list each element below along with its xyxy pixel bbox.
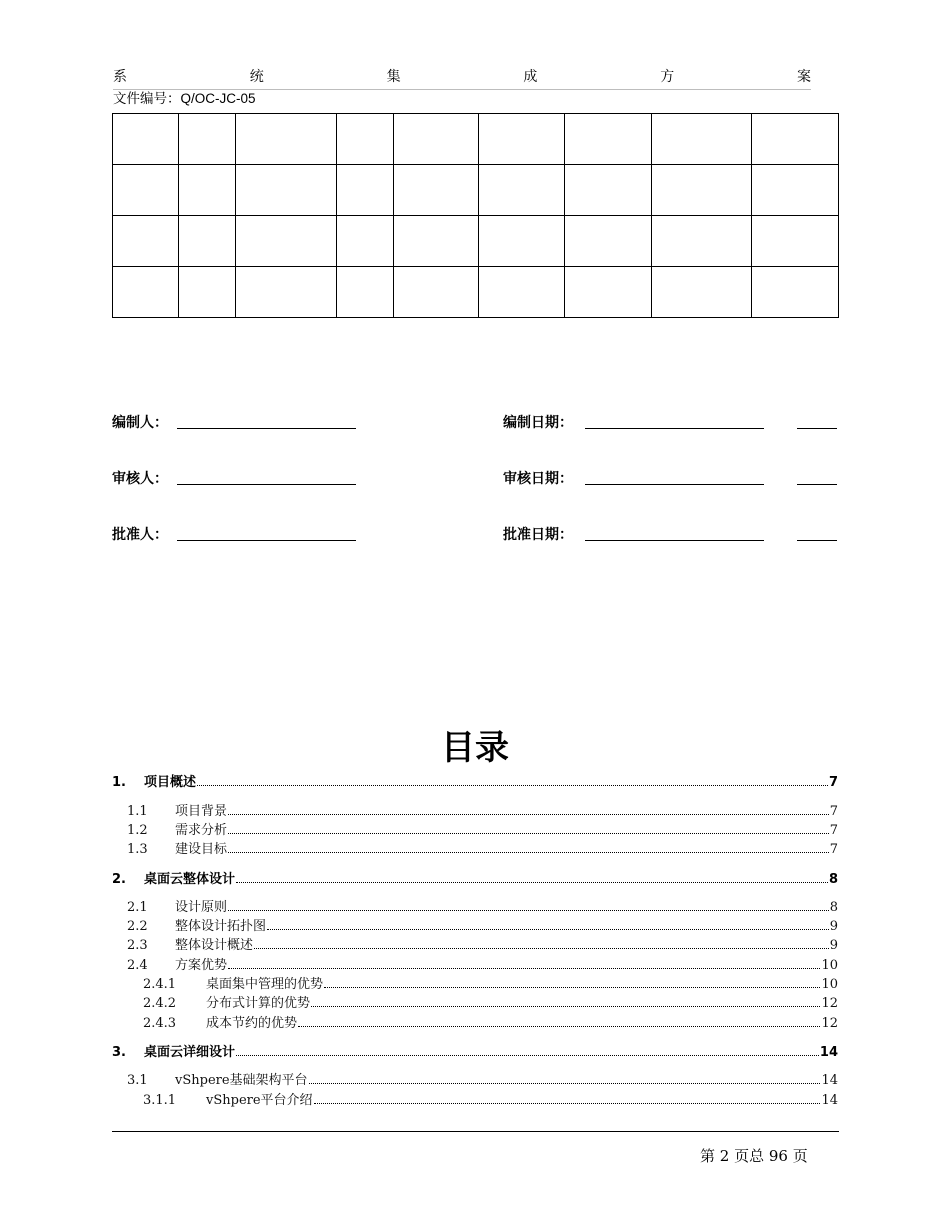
table-cell [393,216,479,267]
toc-entry-number: 1. [112,775,126,790]
table-row [113,267,839,318]
reviewed-date-label: 审核日期： [503,471,573,487]
toc-entry-number: 2.3 [127,938,148,953]
table-cell [113,165,179,216]
toc-entry-number: 3. [112,1045,126,1060]
toc-entry[interactable] [112,1042,838,1060]
toc-entry-text: 桌面云整体设计 [144,872,236,887]
table-cell [178,216,235,267]
toc-entry-number: 2. [112,872,126,887]
table-cell [235,165,336,216]
toc-entry-page: 7 [828,775,838,790]
toc-entry-text: 设计原则 [175,900,228,915]
table-cell [479,165,565,216]
approved-date-field[interactable] [585,524,764,544]
table-row [113,114,839,165]
approved-date-extra-line [797,524,837,544]
toc-entry-page: 7 [829,823,838,838]
toc-entry-page: 14 [821,1073,838,1088]
table-cell [336,114,393,165]
toc-entry-text: 分布式计算的优势 [206,996,311,1011]
revision-table [112,113,839,318]
toc-entry-page: 8 [828,872,838,887]
table-cell [652,267,752,318]
approved-by-field[interactable] [177,524,356,544]
table-cell [652,114,752,165]
table-cell [393,165,479,216]
toc-entry[interactable] [127,1070,838,1088]
toc-entry-number: 3.1.1 [143,1093,177,1108]
toc-entry-page: 10 [821,958,838,973]
table-cell [565,165,652,216]
reviewed-date-field[interactable] [585,468,764,488]
header-title-char: 方 [660,69,675,85]
toc-leader-dots [236,882,828,883]
toc-entry-number: 1.2 [127,823,148,838]
doc-number-label: 文件编号： [113,91,181,107]
toc-leader-dots [298,1026,820,1027]
toc-entry-text: vShpere基础架构平台 [175,1073,308,1088]
toc-entry-text: vShpere平台介绍 [206,1093,313,1108]
toc-entry[interactable] [143,1090,838,1108]
doc-number-value: Q/OC-JC-05 [180,91,256,106]
toc-entry[interactable] [143,993,838,1011]
table-cell [178,267,235,318]
toc-leader-dots [311,1006,820,1007]
toc-leader-dots [228,910,829,911]
table-cell [178,165,235,216]
toc-entry-text: 方案优势 [175,958,228,973]
toc-entry-text: 整体设计概述 [175,938,254,953]
toc-entry[interactable] [127,897,838,915]
table-cell [479,114,565,165]
toc-entry-page: 8 [829,900,838,915]
toc-leader-dots [228,814,829,815]
toc-leader-dots [314,1103,821,1104]
toc-entry-text: 项目背景 [175,804,228,819]
table-cell [479,267,565,318]
table-cell [752,114,839,165]
toc-entry[interactable] [127,935,838,953]
table-cell [336,216,393,267]
table-row [113,216,839,267]
table-cell [235,267,336,318]
toc-entry[interactable] [127,839,838,857]
toc-leader-dots [309,1083,821,1084]
page-number: 第 2 页总 96 页 [700,1147,808,1165]
prepared-by-field[interactable] [177,412,356,432]
table-cell [336,165,393,216]
toc-entry-page: 7 [829,842,838,857]
table-cell [113,267,179,318]
toc-entry-number: 1.3 [127,842,148,857]
table-cell [565,216,652,267]
toc-entry-page: 7 [829,804,838,819]
header-title-char: 系 [113,69,127,85]
table-cell [565,267,652,318]
header-title-char: 案 [796,69,811,85]
table-cell [178,114,235,165]
toc-entry-number: 1.1 [127,804,148,819]
toc-entry[interactable] [143,974,838,992]
table-cell [235,216,336,267]
toc-leader-dots [228,852,829,853]
toc-entry-page: 9 [829,938,838,953]
table-cell [752,267,839,318]
toc-entry-text: 整体设计拓扑图 [175,919,267,934]
table-cell [565,114,652,165]
header-title-char: 成 [523,69,538,85]
footer-rule [112,1131,839,1132]
doc-number [113,87,256,107]
toc-leader-dots [228,968,820,969]
header-title [113,66,811,88]
reviewed-by-label: 审核人： [112,471,168,487]
toc-entry-number: 2.2 [127,919,148,934]
toc-entry-number: 2.4 [127,958,148,973]
table-cell [752,216,839,267]
toc-entry[interactable] [127,820,838,838]
toc-leader-dots [254,948,829,949]
toc-entry-text: 建设目标 [175,842,228,857]
toc-leader-dots [197,785,828,786]
header-title-char: 统 [249,69,264,85]
toc-entry[interactable] [143,1013,838,1031]
header-title-char: 集 [386,69,401,85]
toc-entry-number: 2.4.1 [143,977,177,992]
toc-entry-page: 9 [829,919,838,934]
table-cell [652,216,752,267]
toc-title: 目录 [441,728,509,768]
prepared-date-field[interactable] [585,412,764,432]
toc-entry-number: 2.1 [127,900,148,915]
reviewed-date-extra-line [797,468,837,488]
approved-date-label: 批准日期： [503,527,573,543]
toc-entry[interactable] [112,869,838,887]
toc-entry-number: 2.4.2 [143,996,177,1011]
table-cell [336,267,393,318]
toc-entry-number: 3.1 [127,1073,148,1088]
toc-entry[interactable] [127,916,838,934]
toc-leader-dots [267,929,829,930]
approved-by-label: 批准人： [112,527,168,543]
toc-entry-text: 桌面集中管理的优势 [206,977,324,992]
toc-entry-page: 14 [819,1045,838,1060]
table-cell [113,114,179,165]
toc-entry-page: 12 [821,996,838,1011]
toc-entry-text: 项目概述 [144,775,197,790]
table-cell [479,216,565,267]
table-cell [113,216,179,267]
toc-leader-dots [236,1055,819,1056]
prepared-by-label: 编制人： [112,415,168,431]
table-cell [652,165,752,216]
toc-entry[interactable] [127,801,838,819]
table-cell [393,267,479,318]
toc-entry[interactable] [127,955,838,973]
toc-entry-text: 需求分析 [175,823,228,838]
table-cell [393,114,479,165]
table-cell [235,114,336,165]
toc-leader-dots [228,833,829,834]
reviewed-by-field[interactable] [177,468,356,488]
toc-leader-dots [324,987,820,988]
prepared-date-label: 编制日期： [503,415,573,431]
toc-entry-text: 桌面云详细设计 [144,1045,236,1060]
toc-entry-text: 成本节约的优势 [206,1016,298,1031]
toc-entry-number: 2.4.3 [143,1016,177,1031]
prepared-date-extra-line [797,412,837,432]
table-row [113,165,839,216]
toc-entry-page: 14 [821,1093,838,1108]
table-cell [752,165,839,216]
toc-entry-page: 12 [821,1016,838,1031]
toc-entry-page: 10 [821,977,838,992]
toc-entry[interactable] [112,772,838,790]
